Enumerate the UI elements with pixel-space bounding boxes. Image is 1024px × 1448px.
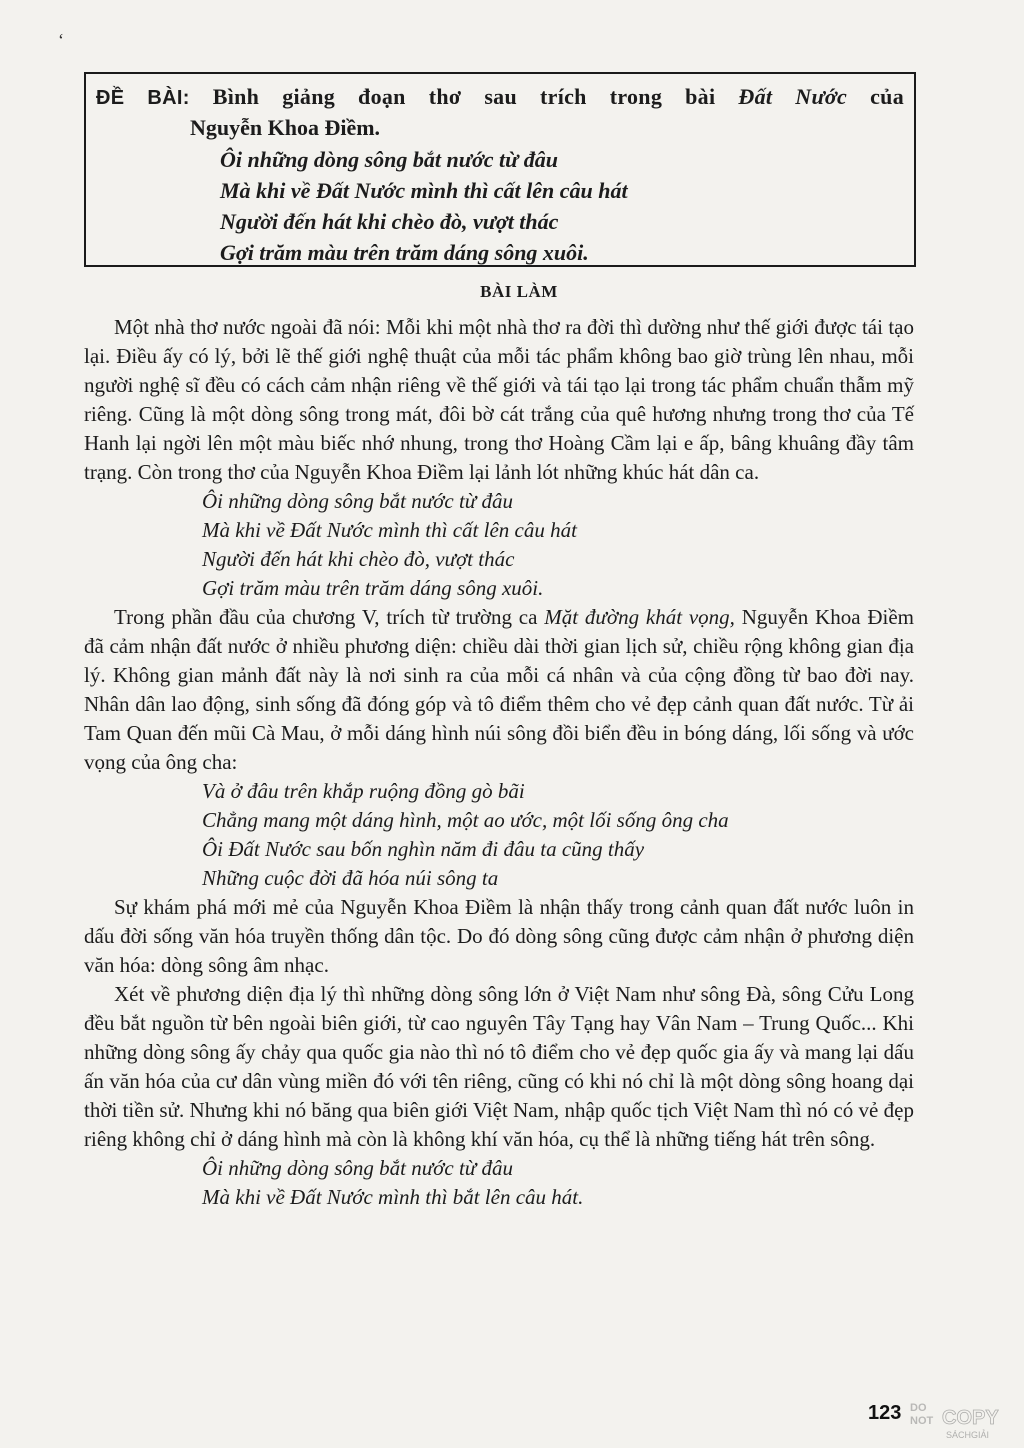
- verse-line: Gợi trăm màu trên trăm dáng sông xuôi.: [202, 576, 544, 600]
- verse-line: Mà khi về Đất Nước mình thì cất lên câu hát: [202, 518, 577, 542]
- exam-label: ĐỀ BÀI:: [96, 87, 190, 109]
- exam-prompt-after: của: [847, 84, 905, 109]
- paragraph-2: [84, 603, 914, 777]
- quoted-verses-2: [84, 777, 914, 893]
- exam-prompt-before: Bình giảng đoạn thơ sau trích trong bài: [189, 84, 739, 109]
- quoted-verses-1: [84, 487, 914, 603]
- quoted-verses-3: [84, 1154, 914, 1212]
- watermark-copy: COPY: [942, 1407, 999, 1429]
- verse-line: Người đến hát khi chèo đò, vượt thác: [202, 547, 515, 571]
- paragraph-3-text: Sự khám phá mới mẻ của Nguyễn Khoa Điềm là nhận thấy trong cảnh quan đất nước luôn in dấu đời sống văn hóa truyền thống dân tộc. Do đó dòng sông cũng được cảm nhận ở phương diện văn hóa: dòng sông âm nhạc.: [84, 895, 914, 977]
- exam-verse: Ôi những dòng sông bắt nước từ đâu: [220, 147, 559, 172]
- exam-verses: [96, 144, 904, 268]
- watermark-do: DO: [910, 1402, 927, 1414]
- verse-line: Những cuộc đời đã hóa núi sông ta: [202, 866, 499, 890]
- exam-author: Nguyễn Khoa Điềm.: [190, 115, 381, 140]
- watermark-not: NOT: [910, 1415, 934, 1427]
- verse-line: Chẳng mang một dáng hình, một ao ước, một lối sống ông cha: [202, 808, 729, 832]
- essay-body: [84, 313, 914, 1212]
- page-number: 123: [868, 1402, 902, 1424]
- paragraph-2-after: Nguyễn Khoa Điềm đã cảm nhận đất nước ở nhiều phương diện: chiều dài thời gian lịch sử, chiều rộng không gian địa lý. Không gian mảnh đất này là nơi sinh ra của mỗi cá nhân và của cộng đồng từ bao đời nay. Nhân dân lao động, sinh sống đã đóng góp và tô điểm thêm cho vẻ đẹp cảnh quan đất nước. Từ ải Tam Quan đến mũi Cà Mau, ở mỗi dáng hình núi sông đồi biển đều in bóng dáng, lối sống và ước vọng của ông cha:: [84, 605, 914, 774]
- paragraph-3: [84, 893, 914, 980]
- corner-mark: ʻ: [58, 30, 64, 50]
- exam-verse: Người đến hát khi chèo đò, vượt thác: [220, 209, 559, 234]
- exam-prompt: [96, 82, 904, 113]
- paragraph-4-text: Xét về phương diện địa lý thì những dòng sông lớn ở Việt Nam như sông Đà, sông Cửu Long đều bắt nguồn từ bên ngoài biên giới, từ cao nguyên Tây Tạng hay Vân Nam – Trung Quốc... Khi những dòng sông ấy chảy qua quốc gia nào thì nó tô điểm cho vẻ đẹp quốc gia ấy và mang lại dấu ấn văn hóa của cư dân vùng miền đó với tên riêng, cũng có khi nó chỉ là một dòng sông hoang dại thời tiền sử. Nhưng khi nó băng qua biên giới Việt Nam, nhập quốc tịch Việt Nam thì nó có vẻ đẹp riêng không chỉ ở dáng hình mà còn là không khí văn hóa, cụ thể là những tiếng hát trên sông.: [84, 982, 914, 1151]
- exam-prompt-box: [84, 72, 916, 267]
- epic-title: Mặt đường khát vọng,: [544, 605, 735, 629]
- exam-verse: Gợi trăm màu trên trăm dáng sông xuôi.: [220, 240, 589, 265]
- verse-line: Ôi những dòng sông bắt nước từ đâu: [202, 489, 513, 513]
- verse-line: Ôi Đất Nước sau bốn nghìn năm đi đâu ta cũng thấy: [202, 837, 645, 861]
- exam-verse: Mà khi về Đất Nước mình thì cất lên câu hát: [220, 178, 628, 203]
- paragraph-1-text: Một nhà thơ nước ngoài đã nói: Mỗi khi một nhà thơ ra đời thì dường như thế giới được tái tạo lại. Điều ấy có lý, bởi lẽ thế giới nghệ thuật của mỗi tác phẩm không bao giờ trùng lên nhau, mỗi người nghệ sĩ đều có cách cảm nhận riêng về thế giới và tái tạo lại trong tác phẩm chuẩn thẫm mỹ riêng. Cũng là một dòng sông trong mát, đôi bờ cát trắng của quê hương nhưng trong thơ của Tế Hanh lại ngời lên một màu biếc nhớ nhung, trong thơ Hoàng Cầm lại e ấp, bâng khuâng đầy tâm trạng. Còn trong thơ của Nguyễn Khoa Điềm lại lảnh lót những khúc hát dân ca.: [84, 315, 914, 484]
- watermark-brand: SÁCHGIẢI: [946, 1430, 990, 1440]
- paragraph-1: [84, 313, 914, 487]
- section-title: BÀI LÀM: [480, 282, 558, 301]
- exam-poem-title: Đất Nước: [738, 84, 848, 109]
- do-not-copy-watermark: [908, 1398, 1018, 1442]
- paragraph-4: [84, 980, 914, 1154]
- verse-line: Mà khi về Đất Nước mình thì bắt lên câu hát.: [202, 1185, 584, 1209]
- verse-line: Và ở đâu trên khắp ruộng đồng gò bãi: [202, 779, 525, 803]
- verse-line: Ôi những dòng sông bắt nước từ đâu: [202, 1156, 513, 1180]
- paragraph-2-before: Trong phần đầu của chương V, trích từ trường ca: [114, 605, 545, 629]
